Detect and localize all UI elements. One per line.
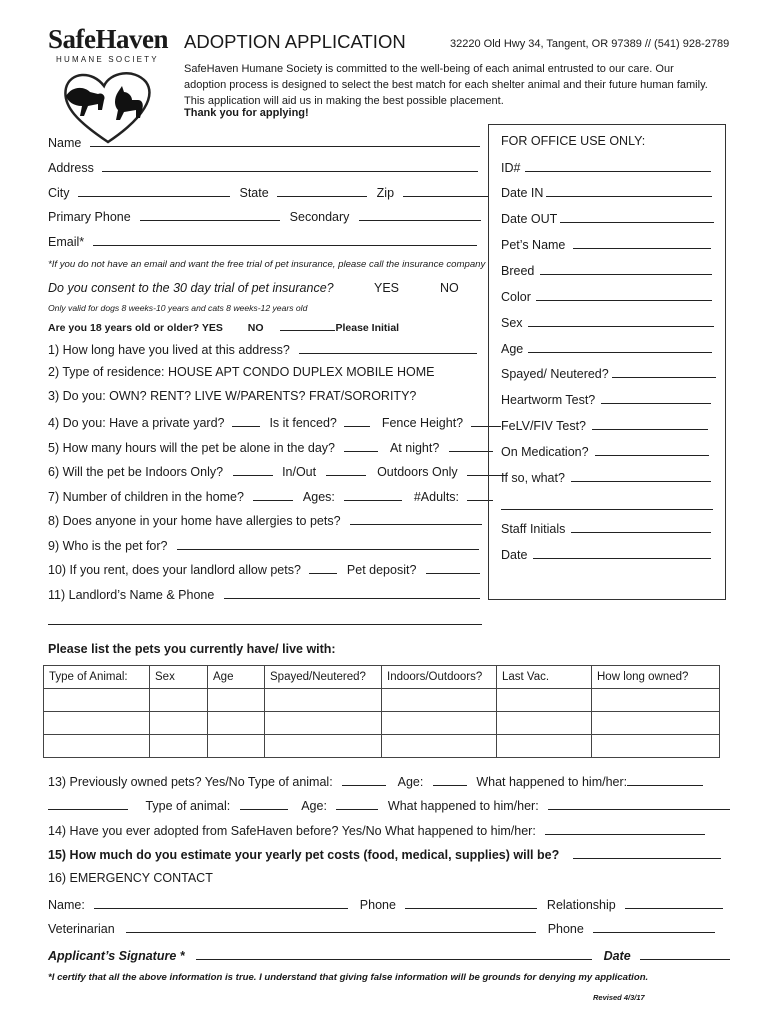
signature-date-field[interactable] bbox=[640, 947, 730, 960]
table-cell[interactable] bbox=[382, 712, 497, 735]
q16-label: 16) EMERGENCY CONTACT bbox=[48, 871, 213, 885]
table-cell[interactable] bbox=[592, 689, 720, 712]
office-pet-name-row bbox=[501, 236, 711, 252]
q10-deposit-label: Pet deposit? bbox=[346, 563, 417, 577]
table-cell[interactable] bbox=[265, 735, 382, 758]
q8-field[interactable] bbox=[350, 512, 482, 525]
office-sex-label: Sex bbox=[501, 316, 523, 330]
q4-fenced-label: Is it fenced? bbox=[269, 416, 337, 430]
q6-inout-field[interactable] bbox=[326, 463, 366, 476]
col-indoors: Indoors/Outdoors? bbox=[382, 666, 497, 689]
office-date-field[interactable] bbox=[533, 546, 711, 559]
age-18-no-option[interactable]: NO bbox=[247, 322, 264, 334]
emergency-relationship-label: Relationship bbox=[546, 898, 616, 912]
table-cell[interactable] bbox=[150, 689, 208, 712]
office-sex-field[interactable] bbox=[528, 314, 714, 327]
q13-second-age-field[interactable] bbox=[336, 797, 378, 810]
certify-text: *I certify that all the above information is true. I understand that giving false information will be grounds for denying my application. bbox=[48, 972, 649, 983]
office-staff-row bbox=[501, 520, 711, 536]
table-header-row bbox=[44, 666, 720, 689]
emergency-phone-label: Phone bbox=[359, 898, 396, 912]
emergency-name-field[interactable] bbox=[94, 896, 348, 909]
emergency-relationship-field[interactable] bbox=[625, 896, 723, 909]
col-type: Type of Animal: bbox=[44, 666, 150, 689]
q10-landlord-label: 10) If you rent, does your landlord allow pets? bbox=[48, 563, 301, 577]
vet-phone-label: Phone bbox=[547, 922, 584, 936]
q9-label: 9) Who is the pet for? bbox=[48, 539, 168, 553]
signature-field[interactable] bbox=[196, 947, 592, 960]
q6-indoors-label: 6) Will the pet be Indoors Only? bbox=[48, 465, 224, 479]
q13-age-label: Age: bbox=[397, 775, 424, 789]
table-cell[interactable] bbox=[497, 689, 592, 712]
office-color-label: Color bbox=[501, 290, 531, 304]
q6-row bbox=[48, 463, 505, 479]
vet-phone-field[interactable] bbox=[593, 920, 715, 933]
q8-row bbox=[48, 512, 482, 528]
city-row bbox=[48, 184, 488, 200]
q14-label: 14) Have you ever adopted from SafeHaven before? Yes/No What happened to him/her: bbox=[48, 824, 536, 838]
table-cell[interactable] bbox=[44, 689, 150, 712]
q13-second-type-field[interactable] bbox=[240, 797, 288, 810]
age-18-question: Are you 18 years old or older? YES bbox=[48, 322, 223, 334]
q11-field[interactable] bbox=[224, 586, 480, 599]
col-owned: How long owned? bbox=[592, 666, 720, 689]
office-medication-field[interactable] bbox=[595, 443, 709, 456]
q5-day-label: 5) How many hours will the pet be alone in the day? bbox=[48, 441, 335, 455]
table-cell[interactable] bbox=[265, 689, 382, 712]
table-cell[interactable] bbox=[44, 712, 150, 735]
office-breed-label: Breed bbox=[501, 264, 535, 278]
office-heartworm-label: Heartworm Test? bbox=[501, 393, 596, 407]
office-felv-field[interactable] bbox=[592, 417, 708, 430]
office-color-row bbox=[501, 288, 712, 304]
table-cell[interactable] bbox=[150, 735, 208, 758]
q13-second-happened-label: What happened to him/her: bbox=[387, 799, 539, 813]
revised-date: Revised 4/3/17 bbox=[593, 993, 645, 1002]
signature-row bbox=[48, 947, 730, 963]
q11-row bbox=[48, 586, 480, 602]
col-sex: Sex bbox=[150, 666, 208, 689]
primary-phone-label: Primary Phone bbox=[48, 210, 131, 224]
vet-row bbox=[48, 920, 715, 936]
q7-children-field[interactable] bbox=[253, 488, 293, 501]
q7-adults-label: #Adults: bbox=[413, 490, 460, 504]
office-medication-row bbox=[501, 443, 709, 459]
q13-happened-label: What happened to him/her: bbox=[476, 775, 628, 789]
q14-field[interactable] bbox=[545, 822, 705, 835]
q7-ages-field[interactable] bbox=[344, 488, 402, 501]
signature-label: Applicant’s Signature * bbox=[48, 949, 185, 963]
city-label: City bbox=[48, 186, 70, 200]
q5-night-label: At night? bbox=[389, 441, 440, 455]
office-date-in-field[interactable] bbox=[546, 184, 712, 197]
q5-day-field[interactable] bbox=[344, 439, 378, 452]
zip-label: Zip bbox=[376, 186, 395, 200]
office-breed-row bbox=[501, 262, 712, 278]
q7-ages-label: Ages: bbox=[302, 490, 335, 504]
pets-table bbox=[43, 665, 720, 758]
secondary-phone-field[interactable] bbox=[359, 208, 481, 221]
q4-fenced-field[interactable] bbox=[344, 414, 370, 427]
address-row bbox=[48, 159, 478, 175]
office-age-row bbox=[501, 340, 712, 356]
consent-yes-option[interactable]: YES bbox=[374, 281, 400, 295]
contact-address: 32220 Old Hwy 34, Tangent, OR 97389 // (541) 928-2789 bbox=[450, 38, 730, 50]
q13-second-type-label: Type of animal: bbox=[145, 799, 231, 813]
office-id-field[interactable] bbox=[525, 159, 711, 172]
table-cell[interactable] bbox=[497, 735, 592, 758]
office-medication-label: On Medication? bbox=[501, 445, 589, 459]
q7-row bbox=[48, 488, 493, 504]
col-last-vac: Last Vac. bbox=[497, 666, 592, 689]
q1-label: 1) How long have you lived at this address? bbox=[48, 343, 290, 357]
state-label: State bbox=[239, 186, 269, 200]
table-cell[interactable] bbox=[208, 735, 265, 758]
q6-indoors-field[interactable] bbox=[233, 463, 273, 476]
office-felv-row bbox=[501, 417, 708, 433]
q9-field[interactable] bbox=[177, 537, 479, 550]
office-age-field[interactable] bbox=[528, 340, 712, 353]
signature-date-label: Date bbox=[603, 949, 631, 963]
q4-row bbox=[48, 414, 501, 430]
page-title: ADOPTION APPLICATION bbox=[184, 31, 406, 52]
city-field[interactable] bbox=[78, 184, 230, 197]
q4-yard-field[interactable] bbox=[232, 414, 260, 427]
office-if-so-extra-line[interactable] bbox=[501, 497, 713, 510]
q2-label: 2) Type of residence: HOUSE APT CONDO DUPLEX MOBILE HOME bbox=[48, 365, 435, 379]
table-cell[interactable] bbox=[265, 712, 382, 735]
logo-subtitle: HUMANE SOCIETY bbox=[56, 55, 159, 64]
q11-extra-line[interactable] bbox=[48, 612, 482, 625]
office-breed-field[interactable] bbox=[540, 262, 712, 275]
table-row bbox=[44, 689, 720, 712]
table-cell[interactable] bbox=[44, 735, 150, 758]
office-heartworm-field[interactable] bbox=[601, 391, 711, 404]
office-if-so-label: If so, what? bbox=[501, 471, 565, 485]
q11-label: 11) Landlord’s Name & Phone bbox=[48, 588, 215, 602]
q6-inout-label: In/Out bbox=[282, 465, 317, 479]
table-row bbox=[44, 712, 720, 735]
address-label: Address bbox=[48, 161, 94, 175]
q8-label: 8) Does anyone in your home have allergies to pets? bbox=[48, 514, 341, 528]
q4-height-label: Fence Height? bbox=[381, 416, 464, 430]
col-age: Age bbox=[208, 666, 265, 689]
table-cell[interactable] bbox=[150, 712, 208, 735]
q10-row bbox=[48, 561, 480, 577]
office-color-field[interactable] bbox=[536, 288, 712, 301]
email-label: Email* bbox=[48, 235, 85, 249]
q1-row bbox=[48, 341, 477, 357]
table-cell[interactable] bbox=[592, 735, 720, 758]
q13-second-age-label: Age: bbox=[301, 799, 327, 813]
intro-text: SafeHaven Humane Society is committed to the well-being of each animal entrusted to our care. Our adoption process is designed to select the best match for each shelter animal and their future human family. This application will aid us in making the best possible placement. bbox=[184, 63, 708, 107]
office-id-row bbox=[501, 159, 711, 175]
table-cell[interactable] bbox=[382, 735, 497, 758]
vet-field[interactable] bbox=[126, 920, 536, 933]
office-date-out-row bbox=[501, 210, 714, 226]
q15-label: 15) How much do you estimate your yearly pet costs (food, medical, supplies) will be? bbox=[48, 848, 560, 862]
office-heartworm-row bbox=[501, 391, 711, 407]
office-spayed-label: Spayed/ Neutered? bbox=[501, 367, 609, 381]
initial-field[interactable] bbox=[280, 321, 335, 331]
office-date-row bbox=[501, 546, 711, 562]
office-age-label: Age bbox=[501, 342, 524, 356]
office-date-out-label: Date OUT bbox=[501, 212, 558, 226]
name-field[interactable] bbox=[90, 134, 480, 147]
table-cell[interactable] bbox=[497, 712, 592, 735]
col-spayed: Spayed/Neutered? bbox=[265, 666, 382, 689]
table-cell[interactable] bbox=[208, 712, 265, 735]
q13-second-start-field[interactable] bbox=[48, 797, 128, 810]
emergency-row bbox=[48, 896, 723, 912]
office-felv-label: FeLV/FIV Test? bbox=[501, 419, 586, 433]
q7-children-label: 7) Number of children in the home? bbox=[48, 490, 244, 504]
name-row bbox=[48, 134, 480, 150]
vet-label: Veterinarian bbox=[48, 922, 115, 936]
zip-field[interactable] bbox=[403, 184, 488, 197]
q13-type-field[interactable] bbox=[342, 773, 386, 786]
office-date-label: Date bbox=[501, 548, 528, 562]
q5-row bbox=[48, 439, 493, 455]
table-cell[interactable] bbox=[382, 689, 497, 712]
pets-heading: Please list the pets you currently have/ live with: bbox=[48, 642, 336, 656]
secondary-phone-label: Secondary bbox=[289, 210, 350, 224]
office-if-so-row bbox=[501, 469, 711, 485]
office-id-label: ID# bbox=[501, 161, 521, 175]
initial-label: Please Initial bbox=[335, 322, 400, 334]
office-pet-name-field[interactable] bbox=[573, 236, 711, 249]
q4-yard-label: 4) Do you: Have a private yard? bbox=[48, 416, 225, 430]
email-note: *If you do not have an email and want the free trial of pet insurance, please call the insurance company bbox=[48, 259, 486, 270]
phone-row bbox=[48, 208, 481, 224]
office-spayed-field[interactable] bbox=[612, 365, 716, 378]
office-title: FOR OFFICE USE ONLY: bbox=[501, 134, 646, 148]
office-sex-row bbox=[501, 314, 714, 330]
thanks-text: Thank you for applying! bbox=[184, 107, 309, 119]
office-if-so-field[interactable] bbox=[571, 469, 711, 482]
table-cell[interactable] bbox=[592, 712, 720, 735]
q6-outdoors-label: Outdoors Only bbox=[377, 465, 458, 479]
table-row bbox=[44, 735, 720, 758]
name-label: Name bbox=[48, 136, 82, 150]
state-field[interactable] bbox=[277, 184, 367, 197]
email-field[interactable] bbox=[93, 233, 477, 246]
q15-row bbox=[48, 846, 721, 862]
office-staff-label: Staff Initials bbox=[501, 522, 566, 536]
consent-no-option[interactable]: NO bbox=[440, 281, 459, 295]
office-date-in-label: Date IN bbox=[501, 186, 544, 200]
q13-age-field[interactable] bbox=[433, 773, 467, 786]
office-date-out-field[interactable] bbox=[560, 210, 714, 223]
q15-field[interactable] bbox=[573, 846, 721, 859]
q10-landlord-field[interactable] bbox=[309, 561, 337, 574]
office-date-in-row bbox=[501, 184, 712, 200]
q14-row bbox=[48, 822, 705, 838]
age-18-row bbox=[48, 321, 399, 334]
q13-row bbox=[48, 773, 703, 789]
address-field[interactable] bbox=[102, 159, 478, 172]
q10-deposit-field[interactable] bbox=[426, 561, 480, 574]
q13-second-row bbox=[48, 797, 730, 813]
q13-happened-field[interactable] bbox=[627, 773, 703, 786]
office-spayed-row bbox=[501, 365, 716, 381]
email-row bbox=[48, 233, 477, 249]
emergency-name-label: Name: bbox=[48, 898, 85, 912]
consent-question: Do you consent to the 30 day trial of pet insurance? bbox=[48, 281, 334, 295]
q13-second-happened-field[interactable] bbox=[548, 797, 730, 810]
office-pet-name-label: Pet’s Name bbox=[501, 238, 566, 252]
q9-row bbox=[48, 537, 479, 553]
q13-label: 13) Previously owned pets? Yes/No Type of animal: bbox=[48, 775, 333, 789]
q5-night-field[interactable] bbox=[449, 439, 493, 452]
office-staff-field[interactable] bbox=[571, 520, 711, 533]
table-cell[interactable] bbox=[208, 689, 265, 712]
valid-note: Only valid for dogs 8 weeks-10 years and cats 8 weeks-12 years old bbox=[48, 303, 308, 313]
q3-label: 3) Do you: OWN? RENT? LIVE W/PARENTS? FRAT/SORORITY? bbox=[48, 389, 417, 403]
emergency-phone-field[interactable] bbox=[405, 896, 537, 909]
logo-wordmark: SafeHaven bbox=[48, 24, 168, 54]
q1-field[interactable] bbox=[299, 341, 477, 354]
primary-phone-field[interactable] bbox=[140, 208, 280, 221]
